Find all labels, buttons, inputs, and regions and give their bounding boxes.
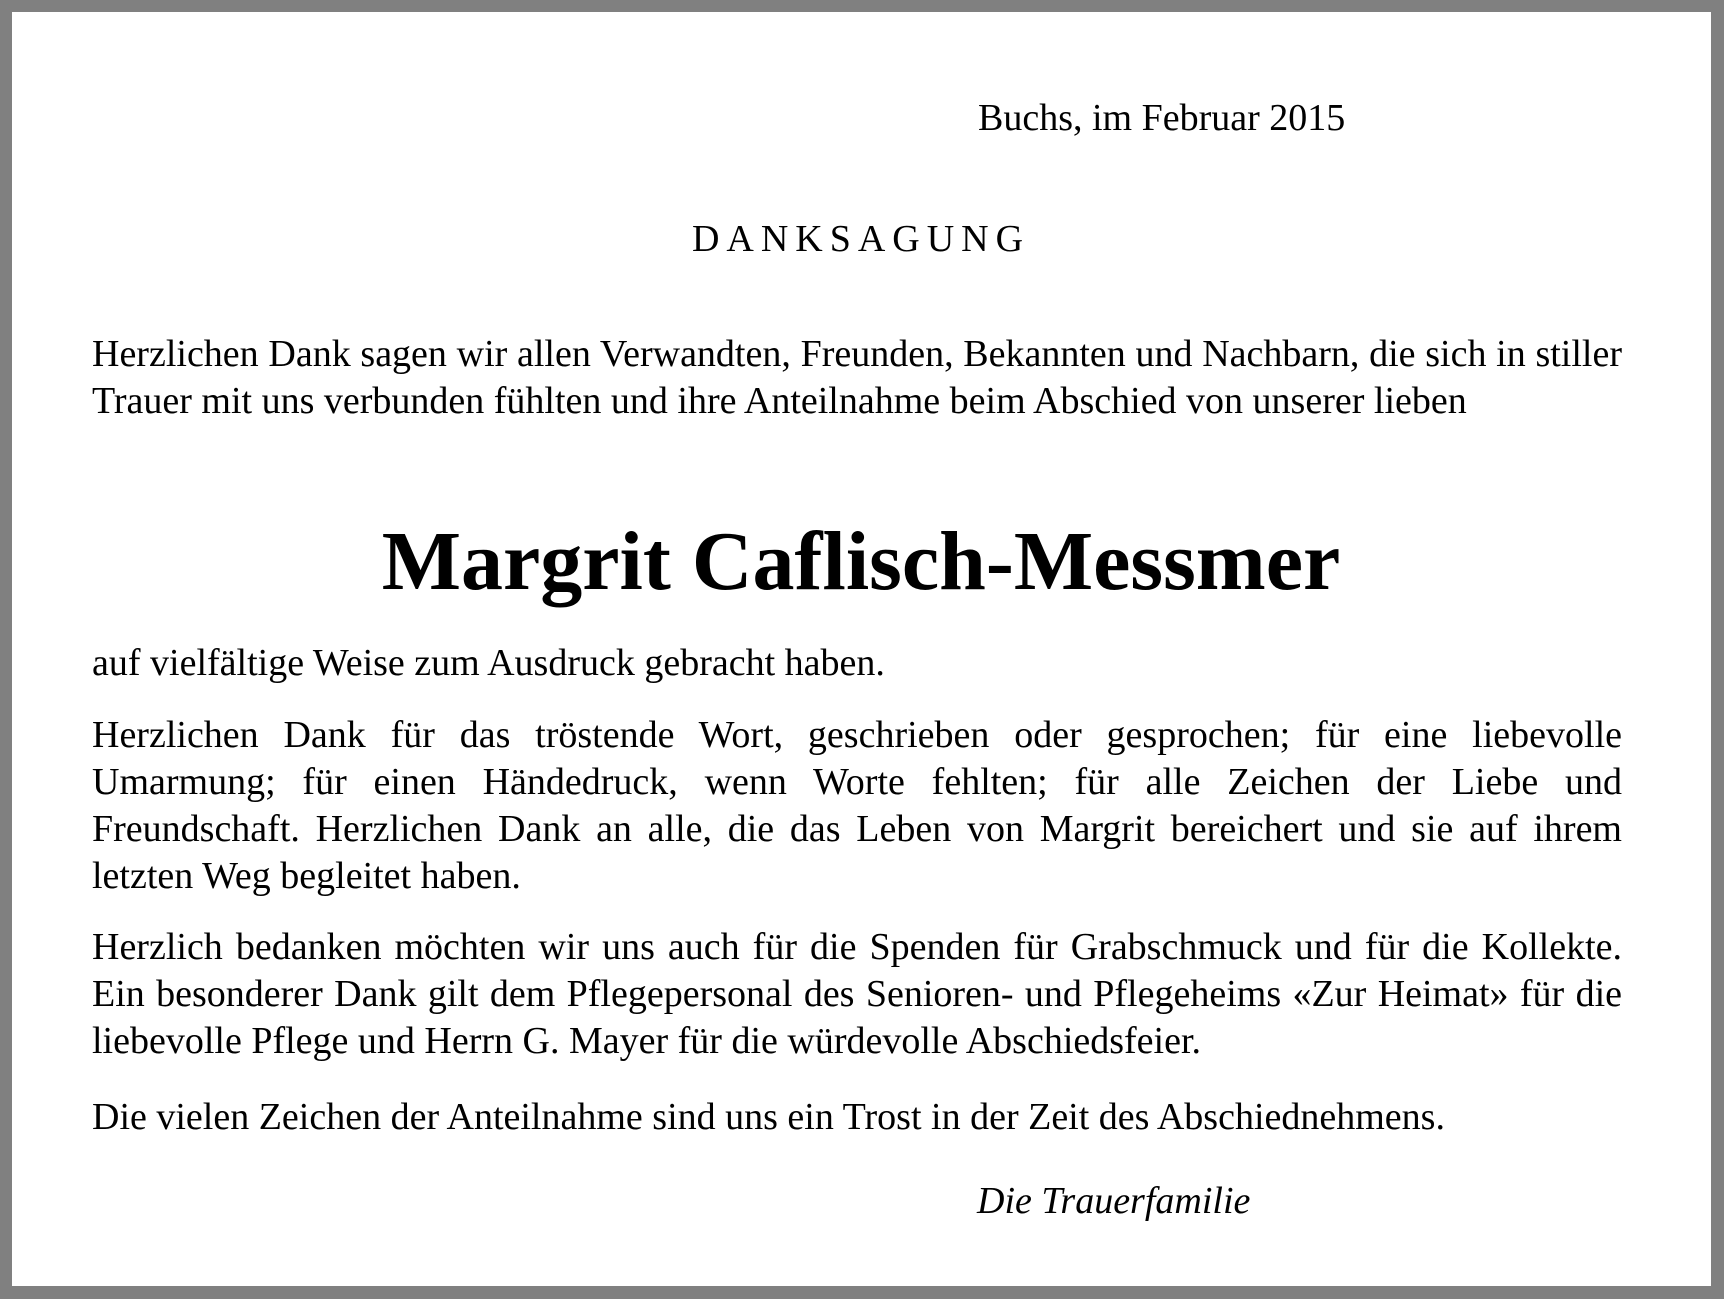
intro-paragraph: Herzlichen Dank sagen wir allen Verwandten, Freunden, Bekannten und Nachbarn, die sich in stiller Trauer mit uns verbunden fühlten und ihre Anteilnahme beim Abschied von unserer lieben <box>92 333 1622 422</box>
signature: Die Trauerfamilie <box>977 1180 1251 1222</box>
closing-paragraph: Die vielen Zeichen der Anteilnahme sind uns ein Trost in der Zeit des Abschiednehmens. <box>92 1096 1445 1138</box>
notice-page <box>12 12 1711 1286</box>
thanks-paragraph: Herzlichen Dank für das tröstende Wort, geschrieben oder gesprochen; für eine liebevolle Umarmung; für einen Händedruck, wenn Worte fehlten; für alle Zeichen der Liebe und Freundschaft. Herzlichen Dank an alle, die das Leben von Margrit bereichert und sie auf ihrem letzten Weg begleitet haben. <box>92 714 1622 897</box>
notice-heading: DANKSAGUNG <box>691 218 1031 260</box>
place-date: Buchs, im Februar 2015 <box>978 97 1346 139</box>
continuation-paragraph: auf vielfältige Weise zum Ausdruck gebracht haben. <box>92 642 885 684</box>
donations-paragraph: Herzlich bedanken möchten wir uns auch für die Spenden für Grabschmuck und für die Kollekte. Ein besonderer Dank gilt dem Pflegepersonal des Senioren- und Pflegeheims «Zur Heimat» für die liebevolle Pflege und Herrn G. Mayer für die würdevolle Abschiedsfeier. <box>92 926 1622 1062</box>
deceased-name: Margrit Caflisch-Messmer <box>381 515 1341 608</box>
